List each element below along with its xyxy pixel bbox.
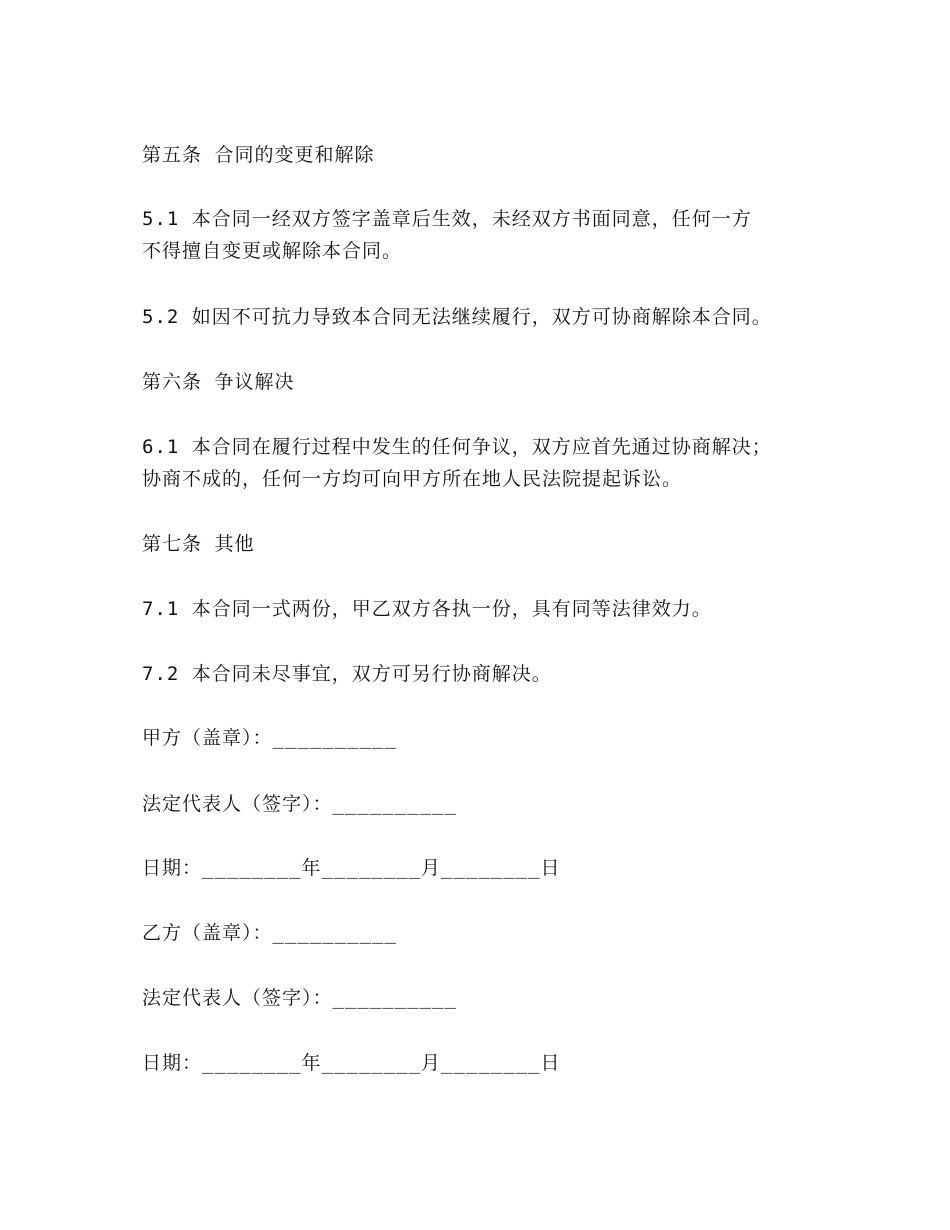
clause-6-1-line-2: 协商不成的，任何一方均可向甲方所在地人民法院提起诉讼。: [142, 468, 683, 490]
clause-6-1-line-1: 6.1 本合同在履行过程中发生的任何争议，双方应首先通过协商解决；: [142, 436, 772, 458]
article-5-heading: 第五条 合同的变更和解除: [142, 144, 375, 166]
clause-7-2: 7.2 本合同未尽事宜，双方可另行协商解决。: [142, 663, 552, 685]
party-b-date-field: 日期：________年________月________日: [142, 1052, 561, 1074]
party-a-date-field: 日期：________年________月________日: [142, 857, 561, 879]
clause-5-1-line-2: 不得擅自变更或解除本合同。: [142, 240, 403, 262]
party-a-representative-field: 法定代表人（签字）：__________: [142, 793, 457, 815]
article-7-heading: 第七条 其他: [142, 533, 255, 555]
article-6-heading: 第六条 争议解决: [142, 371, 295, 393]
party-a-seal-field: 甲方（盖章）：__________: [142, 727, 397, 749]
clause-5-2: 5.2 如因不可抗力导致本合同无法继续履行，双方可协商解除本合同。: [142, 306, 772, 328]
party-b-representative-field: 法定代表人（签字）：__________: [142, 987, 457, 1009]
clause-7-1: 7.1 本合同一式两份，甲乙双方各执一份，具有同等法律效力。: [142, 598, 712, 620]
party-b-seal-field: 乙方（盖章）：__________: [142, 922, 397, 944]
clause-5-1-line-1: 5.1 本合同一经双方签字盖章后生效，未经双方书面同意，任何一方: [142, 208, 752, 230]
